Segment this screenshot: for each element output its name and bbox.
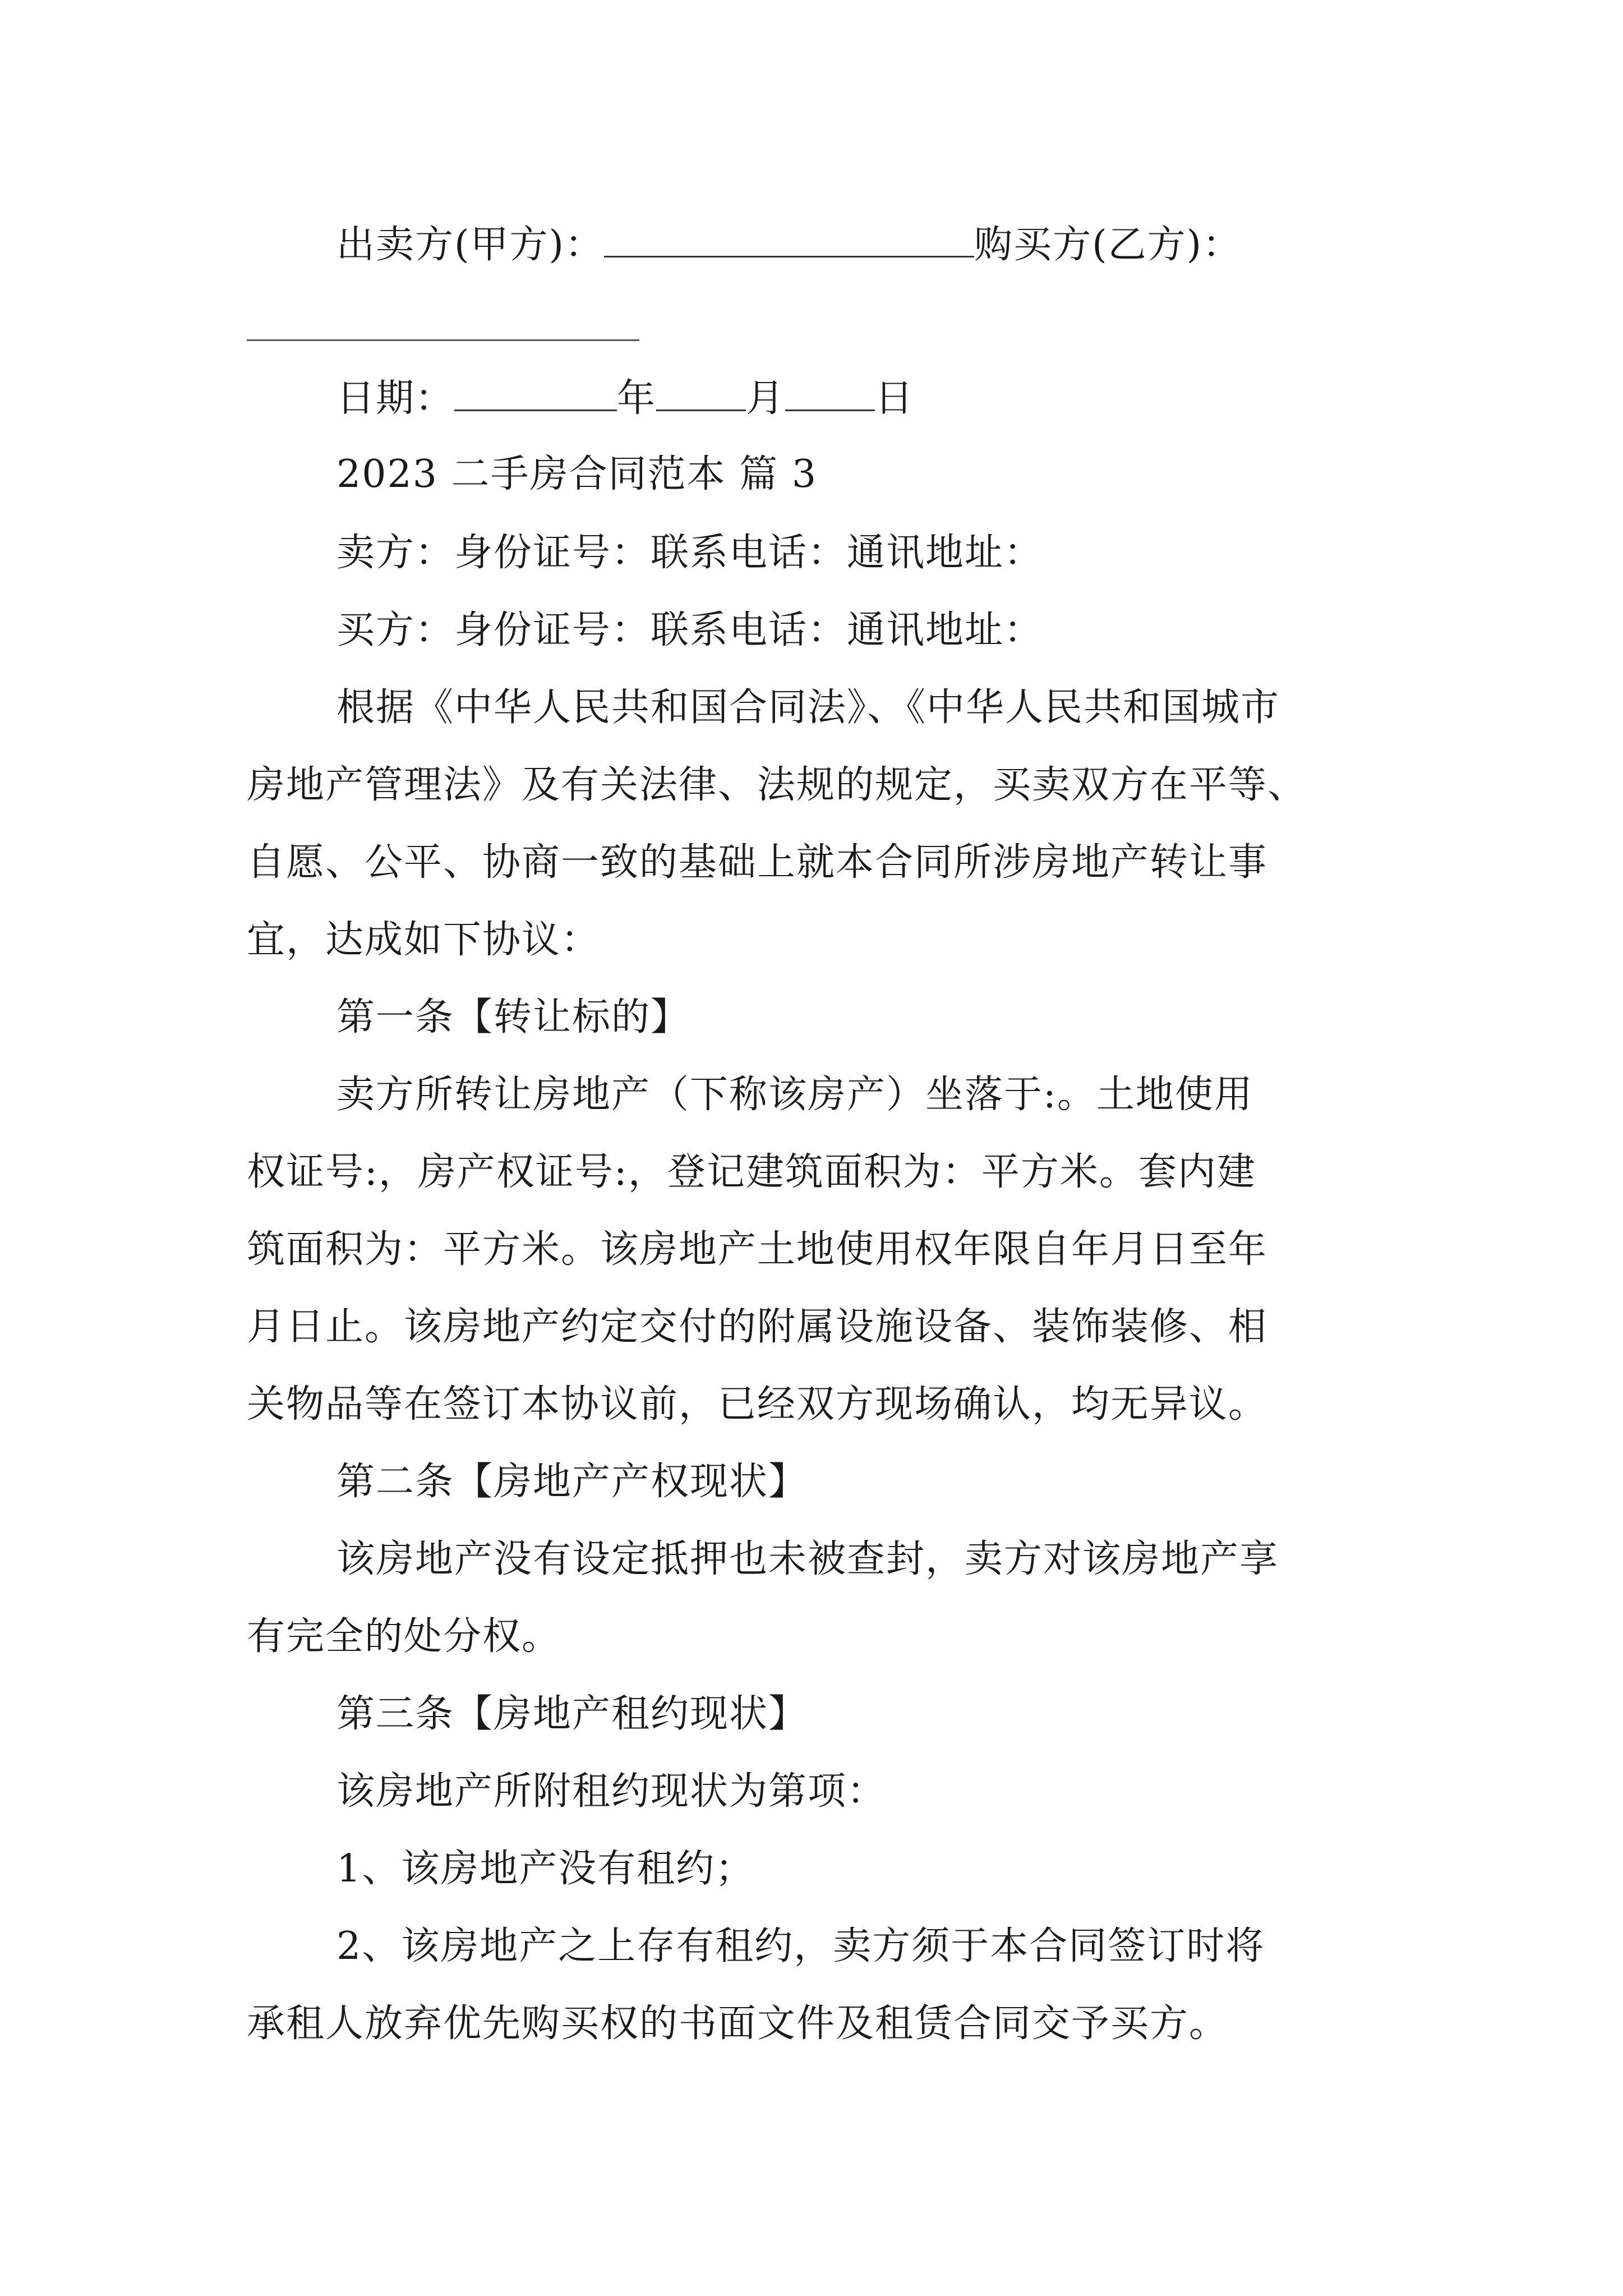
year-blank bbox=[454, 377, 617, 411]
intro-line: 根据《中华人民共和国合同法》、《中华人民共和国城市 bbox=[336, 685, 1280, 730]
buyer-label: 购买方(乙方)： bbox=[974, 223, 1242, 267]
article-line: 该房地产没有设定抵押也未被查封，卖方对该房地产享 bbox=[336, 1537, 1279, 1581]
article-line: 有完全的处分权。 bbox=[247, 1614, 561, 1659]
day-blank bbox=[785, 377, 875, 411]
article-line: 1、该房地产没有租约； bbox=[336, 1847, 755, 1891]
article-title: 第三条【房地产租约现状】 bbox=[336, 1692, 808, 1736]
article-line: 承租人放弃优先购买权的书面文件及租赁合同交予买方。 bbox=[247, 2001, 1229, 2046]
intro-line: 房地产管理法》及有关法律、法规的规定，买卖双方在平等、 bbox=[247, 763, 1307, 807]
article-line: 关物品等在签订本协议前，已经双方现场确认，均无异议。 bbox=[247, 1382, 1268, 1427]
intro-line: 宜，达成如下协议： bbox=[247, 918, 601, 962]
buyer-blank-rule bbox=[247, 339, 639, 341]
seller-info-line: 卖方：身份证号：联系电话：通讯地址： bbox=[336, 531, 1044, 575]
article-line: 卖方所转让房地产（下称该房产）坐落于:。土地使用 bbox=[336, 1073, 1253, 1117]
seller-blank bbox=[604, 223, 974, 257]
buyer-info-line: 买方：身份证号：联系电话：通讯地址： bbox=[336, 608, 1044, 652]
date-label: 日期： bbox=[336, 376, 455, 421]
year-label: 年 bbox=[617, 376, 657, 421]
article-line: 2、该房地产之上存有租约，卖方须于本合同签订时将 bbox=[336, 1924, 1265, 1968]
intro-line: 自愿、公平、协商一致的基础上就本合同所涉房地产转让事 bbox=[247, 840, 1268, 885]
day-label: 日 bbox=[875, 376, 915, 421]
month-blank bbox=[656, 377, 746, 411]
article-line: 筑面积为：平方米。该房地产土地使用权年限自年月日至年 bbox=[247, 1227, 1268, 1272]
article-line: 该房地产所附租约现状为第项： bbox=[336, 1769, 887, 1814]
article-line: 权证号:，房产权证号:，登记建筑面积为：平方米。套内建 bbox=[247, 1150, 1256, 1194]
article-line: 月日止。该房地产约定交付的附属设施设备、装饰装修、相 bbox=[247, 1305, 1268, 1349]
seller-label: 出卖方(甲方)： bbox=[336, 223, 605, 267]
section-heading: 2023 二手房合同范本 篇 3 bbox=[336, 452, 818, 496]
month-label: 月 bbox=[746, 376, 786, 421]
article-title: 第一条【转让标的】 bbox=[336, 995, 690, 1039]
article-title: 第二条【房地产产权现状】 bbox=[336, 1460, 808, 1504]
date-line bbox=[336, 376, 1481, 421]
signature-line bbox=[336, 223, 1481, 267]
